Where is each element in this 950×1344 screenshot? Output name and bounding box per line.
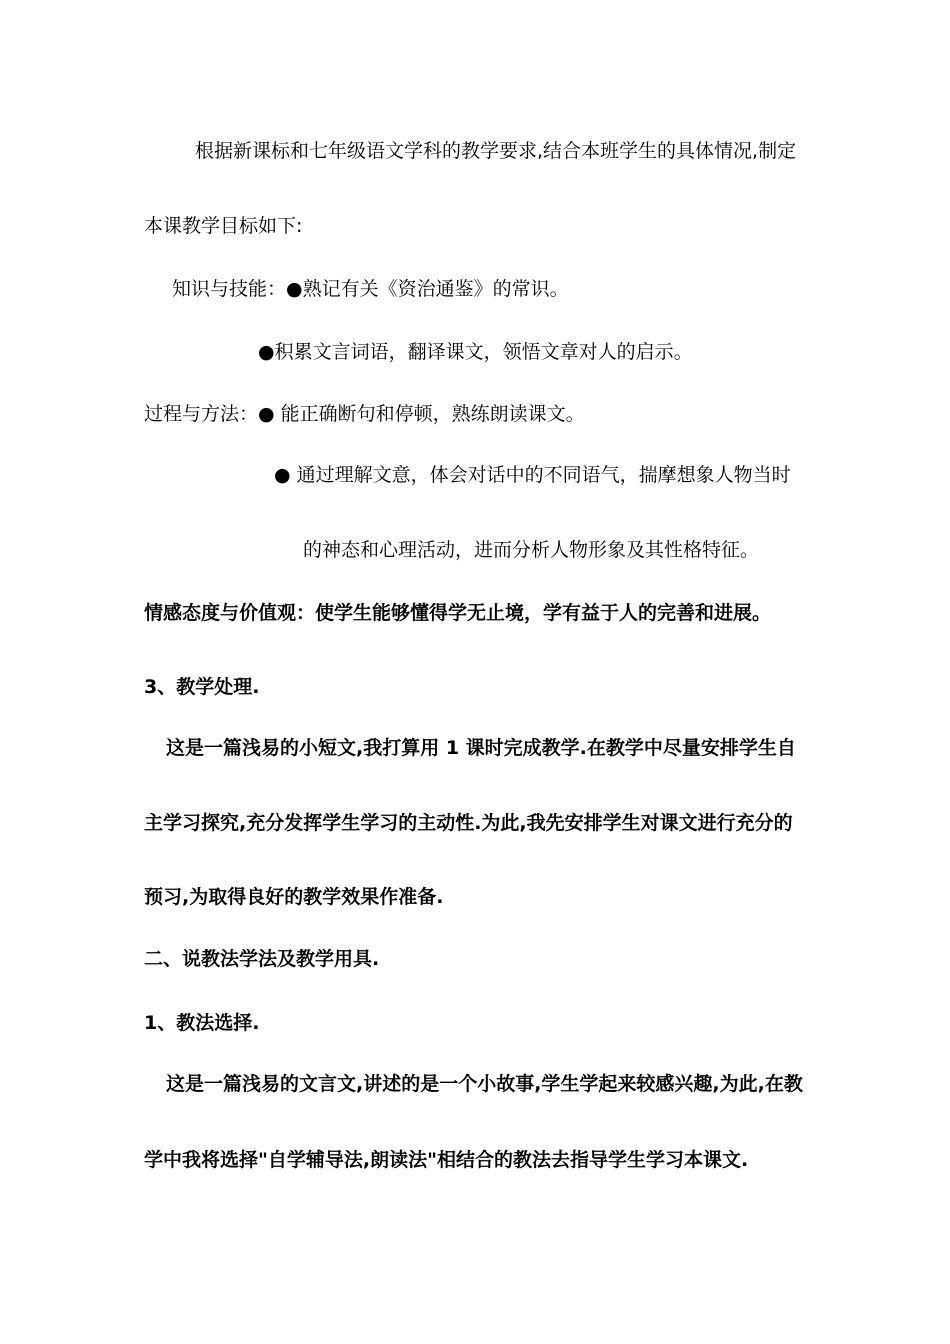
knowledge-label: 知识与技能： [172,278,287,300]
knowledge-line-1 [172,277,569,301]
process-item-1: ● 能正确断句和停顿，熟练朗读课文。 [258,403,585,425]
knowledge-item-2: ●积累文言词语，翻译课文，领悟文章对人的启示。 [258,341,693,363]
process-item-2-line-1: ● 通过理解文意，体会对话中的不同语气，揣摩想象人物当时 [274,464,791,486]
part-2-paragraph-line-2: 学中我将选择"自学辅导法,朗读法"相结合的教法去指导学生学习本课文. [144,1149,749,1171]
process-item-2-line-2: 的神态和心理活动，进而分析人物形象及其性格特征。 [303,539,760,561]
section-3-paragraph-line-3: 预习,为取得良好的教学效果作准备. [144,886,444,908]
process-line-1 [144,402,585,426]
section-3-paragraph-line-2: 主学习探究,充分发挥学生学习的主动性.为此,我先安排学生对课文进行充分的 [144,812,793,834]
process-label: 过程与方法： [144,403,259,425]
section-3-heading: 3、教学处理. [144,676,260,698]
intro-line-1: 根据新课标和七年级语文学科的教学要求,结合本班学生的具体情况,制定 [195,140,797,162]
section-3-paragraph-line-1: 这是一篇浅易的小短文,我打算用 1 课时完成教学.在教学中尽量安排学生自 [166,737,796,759]
part-2-paragraph-line-1: 这是一篇浅易的文言文,讲述的是一个小故事,学生学起来较感兴趣,为此,在教 [166,1073,803,1095]
knowledge-item-1: ●熟记有关《资治通鉴》的常识。 [286,278,569,300]
intro-line-2: 本课教学目标如下: [144,215,303,237]
part-2-heading: 二、说教法学法及教学用具. [144,948,380,970]
part-2-sub-1-heading: 1、教法选择. [144,1012,260,1034]
emotion-goal: 情感态度与价值观：使学生能够懂得学无止境，学有益于人的完善和进展。 [144,602,772,624]
